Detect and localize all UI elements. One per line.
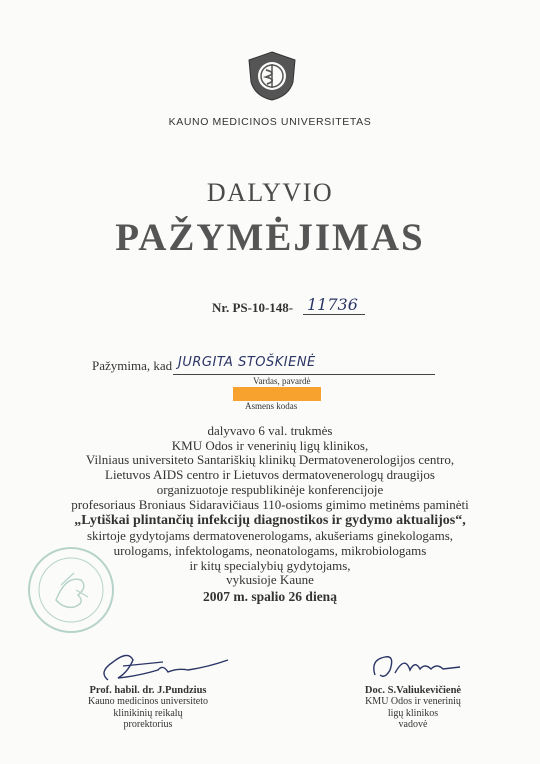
conference-title: „Lytiškai plintančių infekcijų diagnostikos ir gydymo aktualijos“,	[74, 513, 466, 529]
event-date: 2007 m. spalio 26 dieną	[203, 589, 337, 605]
body-line: Lietuvos AIDS centro ir Lietuvos dermatovenerologų draugijos	[105, 467, 435, 483]
body-line: ir kitų specialybių gydytojams,	[189, 557, 351, 573]
recipient-label: Pažymima, kad	[92, 358, 173, 373]
signatory-right-line: ligų klinikos	[387, 707, 439, 719]
name-underline	[173, 374, 435, 375]
redacted-personal-code	[233, 387, 321, 401]
university-name: KAUNO MEDICINOS UNIVERSITETAS	[168, 116, 372, 128]
title-line-1: DALYVIO	[206, 178, 334, 207]
signatory-left-line: Kauno medicinos universiteto	[88, 696, 208, 708]
body-line: Vilniaus universiteto Santariškių klinikų Dermatovenerologijos centro,	[85, 452, 455, 468]
title-line-2: PAŽYMĖJIMAS	[115, 216, 425, 259]
body-line: organizuotoje respublikinėje konferencijoje	[156, 481, 384, 497]
certificate-number-prefix: Nr. PS-10-148-	[212, 300, 294, 315]
signatory-left-line: klinikinių reikalų	[113, 707, 183, 719]
id-caption: Asmens kodas	[245, 401, 298, 411]
body-line: urologams, infektologams, neonatologams, mikrobiologams	[113, 542, 427, 558]
name-caption: Vardas, pavardė	[253, 376, 311, 386]
signatory-left-name: Prof. habil. dr. J.Pundzius	[89, 685, 207, 696]
signatory-right-line: KMU Odos ir venerinių	[365, 696, 461, 708]
signatory-right	[343, 685, 483, 730]
body-line: skirtoje gydytojams dermatovenerologams, akušeriams ginekologams,	[86, 528, 454, 544]
body-line: profesoriaus Broniaus Sidaravičiaus 110-osioms gimimo metinėms paminėti	[71, 496, 469, 512]
recipient-name-handwritten: JURGITA STOŠKIENĖ	[178, 355, 316, 370]
university-crest-icon	[245, 50, 299, 102]
signatory-left-line: prorektorius	[123, 718, 173, 730]
signature-right-icon	[365, 645, 475, 685]
signatory-right-name: Doc. S.Valiukevičienė	[364, 685, 462, 696]
body-line: vykusioje Kaune	[226, 572, 314, 588]
signatory-left	[68, 685, 228, 730]
certificate-number-handwritten: 11736	[303, 295, 365, 315]
official-stamp-icon	[26, 545, 116, 635]
signatory-right-line: vadovė	[398, 718, 428, 730]
signature-left-icon	[88, 642, 238, 687]
body-line: dalyvavo 6 val. trukmės	[207, 423, 333, 438]
body-line: KMU Odos ir venerinių ligų klinikos,	[171, 437, 369, 453]
